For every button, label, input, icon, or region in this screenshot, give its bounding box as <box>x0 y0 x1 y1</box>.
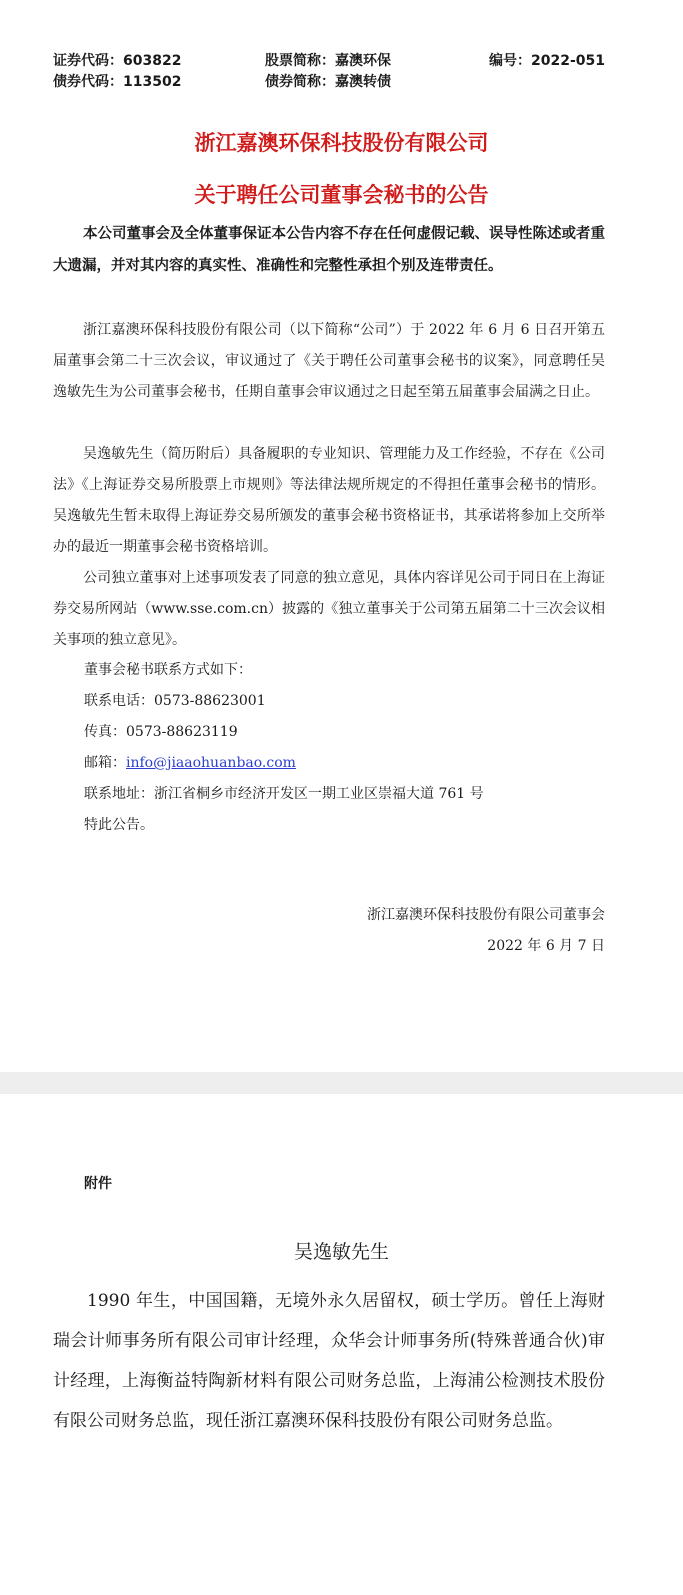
bond-name: 债券简称：嘉澳转债 <box>265 74 391 90</box>
bond-code: 债券代码：113502 <box>53 74 182 90</box>
company-title: 浙江嘉澳环保科技股份有限公司 <box>194 130 489 155</box>
page-separator <box>0 1072 683 1094</box>
contact-email-row <box>84 752 296 772</box>
email-label: 邮箱： <box>84 755 126 771</box>
contact-fax: 传真：0573-88623119 <box>84 724 238 740</box>
body-paragraph-1: 浙江嘉澳环保科技股份有限公司（以下简称“公司”）于 2022 年 6 月 6 日召开第五届董事会第二十三次会议，审议通过了《关于聘任公司董事会秘书的议案》，同意聘任吴逸敏先生为公司董事会秘书，任期自董事会审议通过之日起至第五届董事会届满之日止。 <box>53 322 605 400</box>
signature-organization: 浙江嘉澳环保科技股份有限公司董事会 <box>367 907 605 923</box>
person-name-heading: 吴逸敏先生 <box>293 1241 389 1263</box>
email-link[interactable]: info@jiaaohuanbao.com <box>126 755 296 771</box>
document-number: 编号：2022-051 <box>489 53 605 69</box>
stock-name: 股票简称：嘉澳环保 <box>265 53 391 69</box>
closing-remark: 特此公告。 <box>84 817 154 833</box>
biography-paragraph: 1990 年生，中国国籍，无境外永久居留权，硕士学历。曾任上海财瑞会计师事务所有限公司审计经理，众华会计师事务所(特殊普通合伙)审计经理，上海衡益特陶新材料有限公司财务总监，上海浦公检测技术股份有限公司财务总监，现任浙江嘉澳环保科技股份有限公司财务总监。 <box>53 1291 605 1431</box>
attachment-label: 附件 <box>84 1176 112 1192</box>
body-paragraph-2: 吴逸敏先生（简历附后）具备履职的专业知识、管理能力及工作经验，不存在《公司法》《上海证券交易所股票上市规则》等法律法规所规定的不得担任董事会秘书的情形。吴逸敏先生暂未取得上海证券交易所颁发的董事会秘书资格证书，其承诺将参加上交所举办的最近一期董事会秘书资格培训。 <box>53 446 605 555</box>
document-page-2 <box>0 1094 683 1595</box>
contact-heading: 董事会秘书联系方式如下： <box>84 662 252 678</box>
stock-code: 证券代码：603822 <box>53 53 182 69</box>
announcement-title: 关于聘任公司董事会秘书的公告 <box>194 182 489 207</box>
contact-phone: 联系电话：0573-88623001 <box>84 693 266 709</box>
signature-date: 2022 年 6 月 7 日 <box>487 938 605 954</box>
board-guarantee-notice: 本公司董事会及全体董事保证本公告内容不存在任何虚假记载、误导性陈述或者重大遗漏，并对其内容的真实性、准确性和完整性承担个别及连带责任。 <box>53 226 605 274</box>
contact-address: 联系地址：浙江省桐乡市经济开发区一期工业区崇福大道 761 号 <box>84 786 484 802</box>
body-paragraph-3: 公司独立董事对上述事项发表了同意的独立意见，具体内容详见公司于同日在上海证券交易所网站（www.sse.com.cn）披露的《独立董事关于公司第五届第二十三次会议相关事项的独立意见》。 <box>53 570 605 648</box>
